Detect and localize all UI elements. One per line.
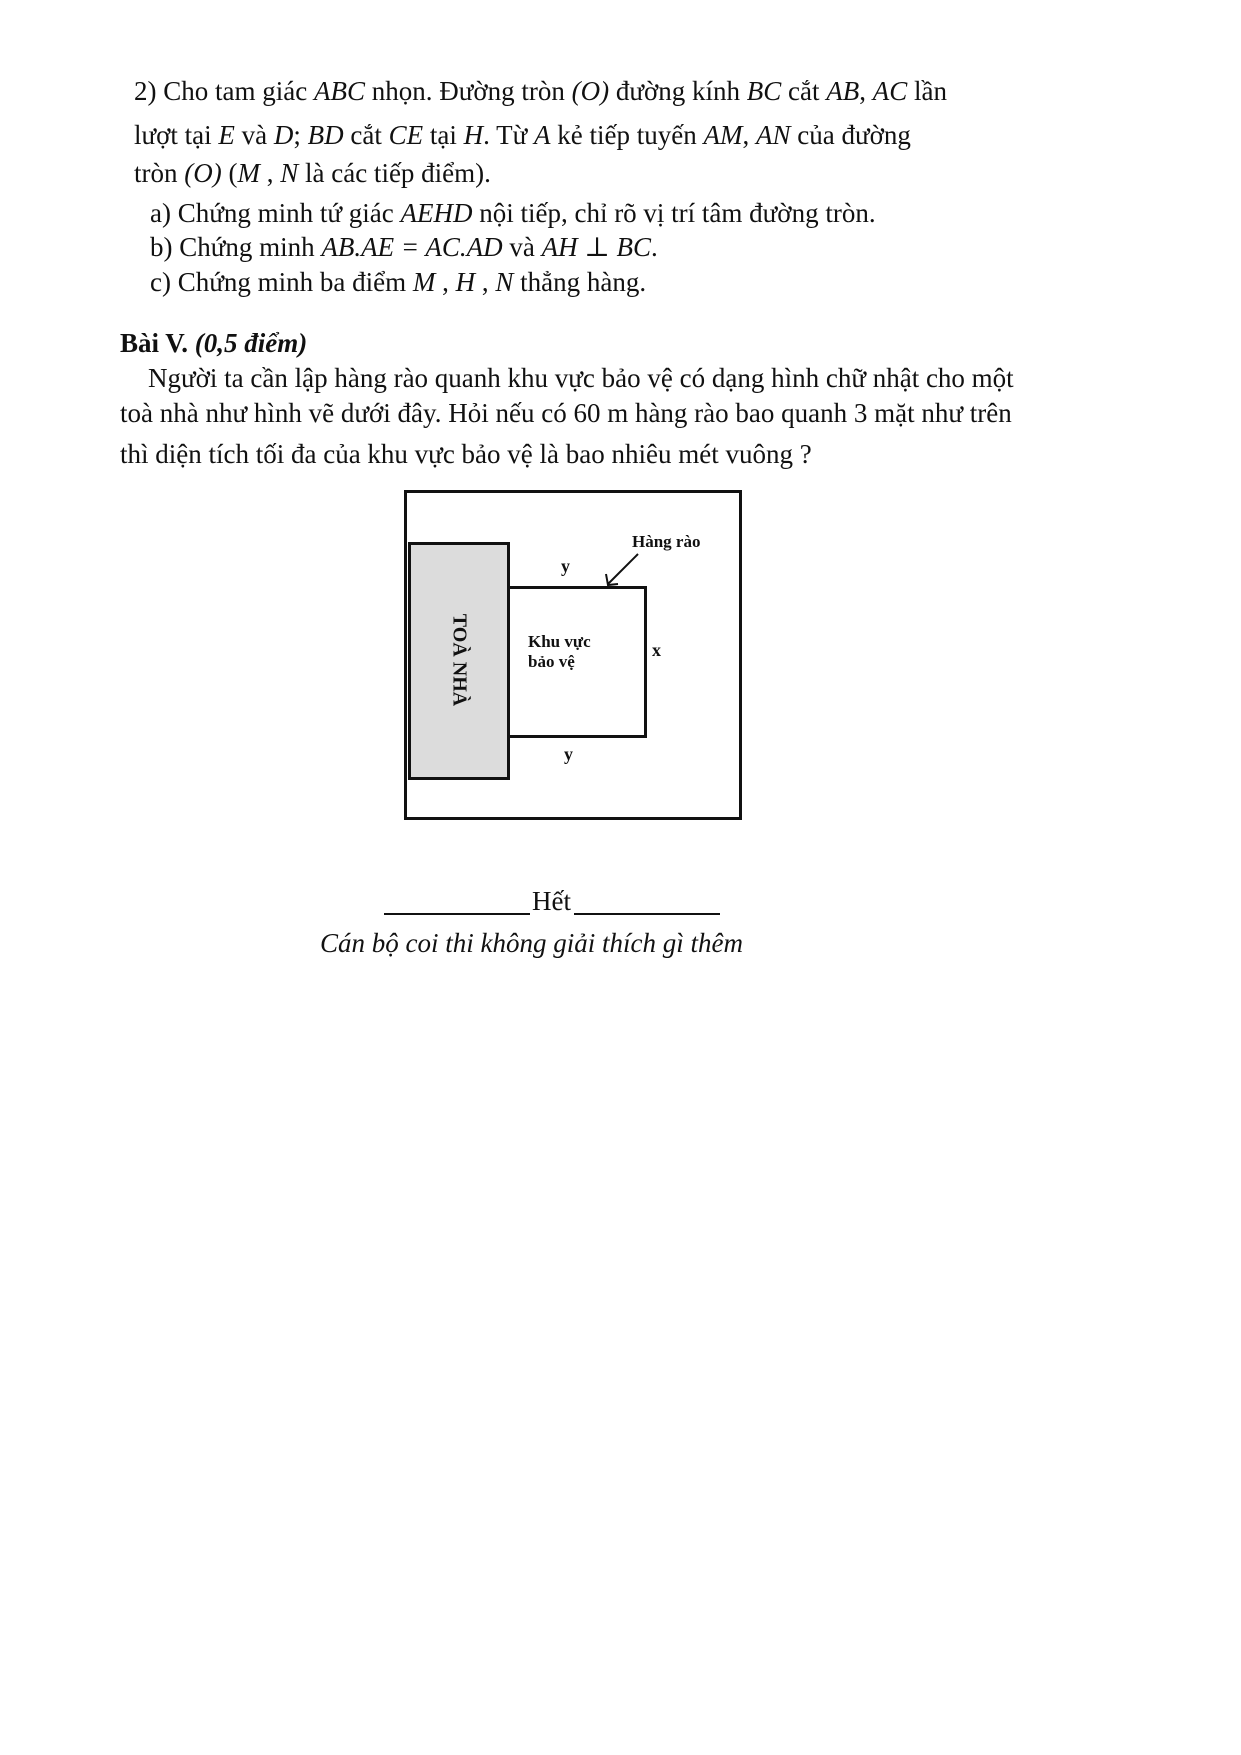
text: 2) Cho tam giác — [134, 76, 314, 106]
math-equation: AB.AE = AC.AD — [321, 232, 503, 262]
math-a: A — [534, 120, 551, 150]
bai5-paragraph-line2: toà nhà như hình vẽ dưới đây. Hỏi nếu có 60 m hàng rào bao quanh 3 mặt như trên — [120, 398, 1012, 428]
text: tại — [423, 120, 464, 150]
math-o: (O) — [571, 76, 610, 106]
section-title: Bài V. — [120, 328, 189, 358]
math-ce: CE — [388, 120, 424, 150]
text: , — [259, 158, 281, 188]
math-bc: BC — [746, 76, 782, 106]
question-b — [150, 230, 658, 264]
math-e: E — [218, 120, 235, 150]
text: . — [650, 232, 658, 262]
text: cắt — [343, 120, 389, 150]
side-label-x: x — [652, 640, 661, 660]
text: c) Chứng minh ba điểm — [150, 267, 413, 297]
section-points: (0,5 điểm) — [194, 328, 308, 358]
math-m: M — [412, 267, 436, 297]
bai5-paragraph-line3: thì diện tích tối đa của khu vực bảo vệ là bao nhiêu mét vuông ? — [120, 439, 812, 469]
text: , — [475, 267, 496, 297]
math-h: H — [455, 267, 476, 297]
building-label: TOÀ NHÀ — [448, 613, 471, 707]
math-bd: BD — [307, 120, 344, 150]
math-abc: ABC — [313, 76, 365, 106]
question-c — [150, 265, 646, 299]
zone-label-line1: Khu vực — [528, 632, 591, 651]
text: , — [742, 120, 756, 150]
text: a) Chứng minh tứ giác — [150, 198, 401, 228]
math-an: AN — [756, 120, 791, 150]
text: lượt tại — [134, 120, 219, 150]
math-ab: AB — [826, 76, 860, 106]
math-d: D — [273, 120, 294, 150]
text: thẳng hàng. — [513, 267, 647, 297]
text: ( — [221, 158, 238, 188]
problem2-line1 — [134, 74, 947, 108]
math-m: M — [237, 158, 260, 188]
end-rule-left — [384, 913, 530, 915]
math-ac: AC — [872, 76, 908, 106]
text: kẻ tiếp tuyến — [550, 120, 704, 150]
text: , — [435, 267, 456, 297]
fence-label: Hàng rào — [632, 532, 701, 551]
footer-note: Cán bộ coi thi không giải thích gì thêm — [320, 928, 743, 958]
text: cắt — [781, 76, 827, 106]
math-n: N — [495, 267, 514, 297]
math-o: (O) — [184, 158, 222, 188]
side-label-y-bottom: y — [564, 744, 573, 764]
text: b) Chứng minh — [150, 232, 322, 262]
fence-diagram — [404, 490, 742, 820]
math-am: AM — [703, 120, 743, 150]
question-a — [150, 196, 876, 230]
text: là các tiếp điểm). — [298, 158, 491, 188]
side-label-y-top: y — [561, 556, 570, 576]
math-aehd: AEHD — [400, 198, 473, 228]
math-h: H — [463, 120, 484, 150]
problem2-line2 — [134, 118, 911, 152]
end-marker: Hết — [532, 886, 571, 916]
text: , — [859, 76, 873, 106]
math-perpendicular: AH ⊥ BC — [541, 232, 651, 262]
text: lần — [907, 76, 948, 106]
text: và — [234, 120, 274, 150]
fence-arrow-icon — [600, 552, 644, 592]
end-rule-right — [574, 913, 720, 915]
text: và — [502, 232, 542, 262]
problem2-line3 — [134, 156, 491, 190]
text: . Từ — [483, 120, 535, 150]
math-n: N — [280, 158, 299, 188]
text: của đường — [790, 120, 911, 150]
zone-label-line2: bảo vệ — [528, 652, 575, 671]
text: đường kính — [609, 76, 747, 106]
bai5-paragraph-line1: Người ta cần lập hàng rào quanh khu vực bảo vệ có dạng hình chữ nhật cho một — [148, 363, 1014, 393]
text: nhọn. Đường tròn — [364, 76, 572, 106]
section-heading — [120, 326, 307, 360]
text: nội tiếp, chỉ rõ vị trí tâm đường tròn. — [472, 198, 876, 228]
text: tròn — [134, 158, 185, 188]
text: ; — [293, 120, 308, 150]
